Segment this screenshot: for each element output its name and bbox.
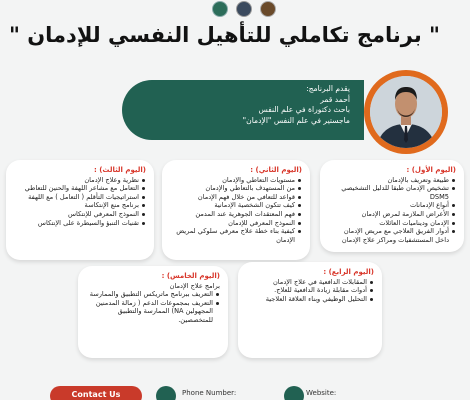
day-1-list bbox=[328, 176, 456, 245]
institution-logo-2 bbox=[236, 1, 252, 17]
day-3-heading: (اليوم الثالث) : bbox=[93, 166, 146, 174]
day-4-heading: (اليوم الرابع) : bbox=[323, 268, 374, 276]
contact-us-button[interactable]: Contact Us bbox=[50, 386, 142, 400]
presenter-name: أحمد قمر bbox=[320, 94, 350, 104]
list-item: كيف تتكون الشخصية الإدمانية bbox=[170, 201, 302, 210]
list-item: تشخيص الإدمان طبقا للدليل التشخيصي DSM5 bbox=[328, 184, 456, 201]
day-3-card bbox=[6, 160, 154, 260]
institution-logo-1 bbox=[212, 1, 228, 17]
list-item: نظرية وعلاج الإدمان bbox=[14, 176, 146, 185]
list-item: طبيعة وتعريف بالإدمان bbox=[328, 176, 456, 185]
list-item: مستويات التعاطي والإدمان bbox=[170, 176, 302, 185]
presenter-line-1: باحث دكتوراة في علم النفس bbox=[258, 105, 350, 114]
list-item: التعريف بمجموعات الدعم ( زمالة المدمنين المجهولين NA) الممارسة والتطبيق للمتخصصين. bbox=[86, 299, 220, 325]
day-2-heading: (اليوم الثاني) : bbox=[250, 166, 302, 174]
day-4-card bbox=[238, 262, 382, 358]
day-5-card bbox=[78, 266, 228, 358]
day-4-list bbox=[246, 278, 374, 304]
globe-icon bbox=[284, 386, 304, 400]
phone-number-label: Phone Number: bbox=[182, 389, 237, 397]
day-2-list bbox=[170, 176, 302, 245]
presenter-label: يقدم البرنامج: bbox=[306, 84, 350, 93]
list-item: التحليل الوظيفي وبناء العلاقة العلاجية bbox=[246, 295, 374, 304]
list-item: الأعراض الملازمة لمرض الإدمان bbox=[328, 210, 456, 219]
presenter-photo bbox=[370, 76, 442, 148]
day-5-heading: (اليوم الخامس) : bbox=[161, 272, 220, 280]
presenter-line-2: ماجستير في علم النفس "الإدمان" bbox=[242, 115, 350, 125]
list-item: استراتيجيات التأقلم ( التعامل ) مع اللهفة bbox=[14, 193, 146, 202]
day-1-heading: (اليوم الأول) : bbox=[406, 166, 456, 174]
list-item: أدوات مقابلة زيادة الدافعية للعلاج. bbox=[246, 286, 374, 295]
list-item: فهم المعتقدات الجوهرية عند المدمن bbox=[170, 210, 302, 219]
list-item: برنامج منع الإنتكاسة bbox=[14, 201, 146, 210]
list-item: التعامل مع مشاعر اللهفة والحنين للتعاطي bbox=[14, 184, 146, 193]
list-item: كيفية بناء خطة علاج معرفي سلوكي لمريض الإدمان bbox=[170, 227, 302, 244]
list-item: المقابلات الدافعية في علاج الإدمان bbox=[246, 278, 374, 287]
list-item: أدوار الفريق العلاجي مع مريض الإدمان داخل المستشفيات ومراكز علاج الإدمان bbox=[328, 227, 456, 244]
list-item: النموذج المعرفي للإنتكاس bbox=[14, 210, 146, 219]
phone-icon bbox=[156, 386, 176, 400]
list-item: التعريف ببرنامج ماتريكس التطبيق والممارسة bbox=[86, 290, 220, 299]
list-item: قواعد للتعافي من خلال فهم الإدمان bbox=[170, 193, 302, 202]
institution-logo-3 bbox=[260, 1, 276, 17]
day-1-card bbox=[320, 160, 464, 252]
list-item: أنواع الإدمانات bbox=[328, 201, 456, 210]
person-portrait-icon bbox=[370, 76, 442, 148]
list-item: تقنيات التنبؤ والسيطرة على الإنتكاس bbox=[14, 219, 146, 228]
day-2-card bbox=[162, 160, 310, 260]
list-item: برامج علاج الإدمان bbox=[169, 281, 220, 290]
day-3-list bbox=[14, 176, 146, 228]
list-item: من المستهدف بالتعاطي والإدمان bbox=[170, 184, 302, 193]
page-title: " برنامج تكاملي للتأهيل النفسي للإدمان " bbox=[8, 23, 440, 47]
presenter-info bbox=[200, 84, 350, 126]
day-5-list bbox=[86, 282, 220, 325]
list-item: النموذج المعرفي للإدمان bbox=[170, 219, 302, 228]
list-item: الإدمان وديناميات العائلات bbox=[328, 219, 456, 228]
website-label: Website: bbox=[306, 389, 337, 397]
